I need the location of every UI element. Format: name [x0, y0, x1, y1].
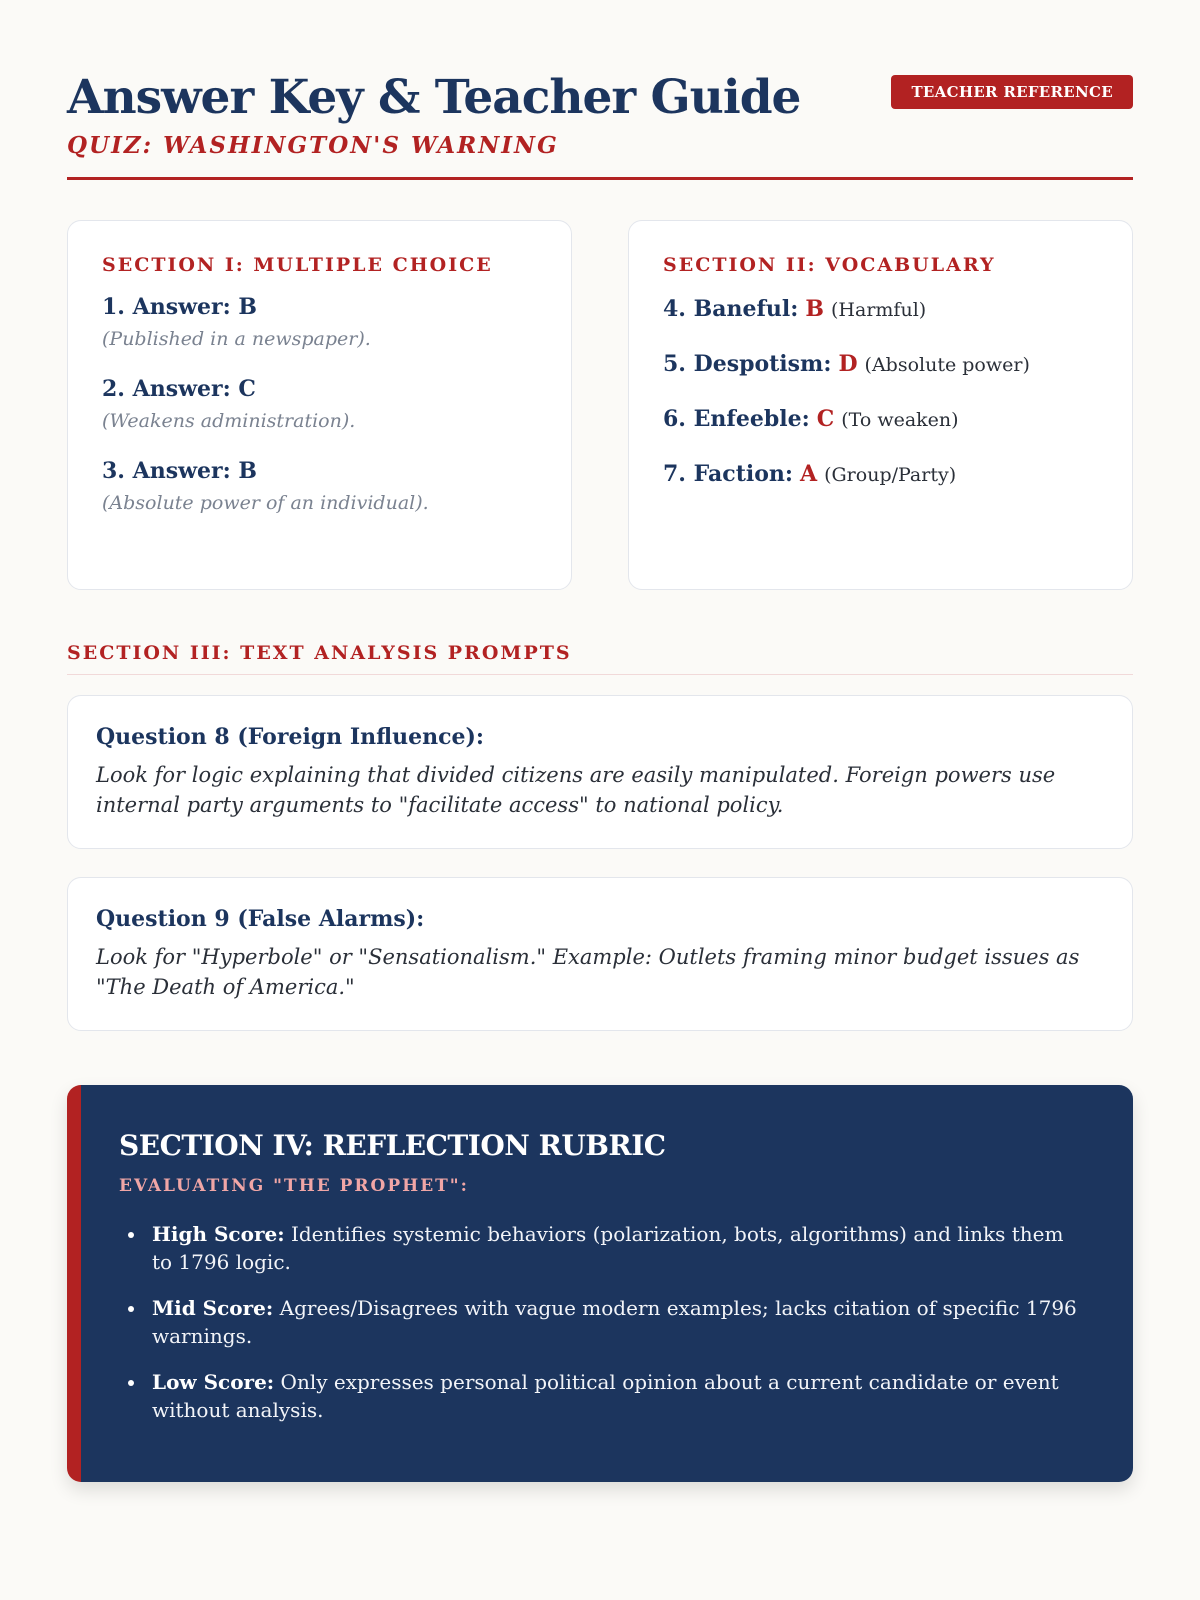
vocab-term: 4. Baneful:	[663, 296, 799, 322]
mc-answer: 3. Answer: B	[102, 458, 257, 484]
section-2-label: SECTION II: VOCABULARY	[663, 254, 996, 276]
list-item	[102, 458, 537, 514]
mc-note: (Published in a newspaper).	[102, 328, 371, 350]
prompt-body: Look for "Hyperbole" or "Sensationalism." Example: Outlets framing minor budget issues as "The Death of America."	[96, 945, 1080, 999]
vocabulary-card	[628, 220, 1133, 590]
vocabulary-list	[663, 294, 1098, 490]
vocab-definition: (Group/Party)	[824, 464, 957, 486]
list-item	[663, 349, 1098, 380]
bullet-icon	[128, 1232, 134, 1238]
page-header	[67, 0, 1133, 180]
vocab-term: 5. Despotism:	[663, 351, 832, 377]
section-3-header	[67, 642, 1133, 675]
prompt-body: Look for logic explaining that divided citizens are easily manipulated. Foreign powers use internal party arguments to "facilitate access" to national policy.	[96, 763, 1056, 817]
bullet-icon	[128, 1306, 134, 1312]
rubric-level: Mid Score:	[152, 1296, 274, 1320]
list-item	[102, 294, 537, 350]
list-item	[663, 459, 1098, 490]
vocab-term: 6. Enfeeble:	[663, 406, 810, 432]
section-1-label: SECTION I: MULTIPLE CHOICE	[102, 254, 493, 276]
bullet-icon	[128, 1380, 134, 1386]
multiple-choice-list	[102, 294, 537, 514]
page-title: Answer Key & Teacher Guide	[67, 70, 801, 125]
teacher-reference-badge: TEACHER REFERENCE	[891, 75, 1133, 109]
multiple-choice-card	[67, 220, 572, 590]
vocab-answer-letter: B	[805, 296, 825, 322]
list-item	[119, 1294, 1081, 1350]
rubric-level: High Score:	[152, 1222, 285, 1246]
list-item	[663, 294, 1098, 325]
vocab-term: 7. Faction:	[663, 461, 794, 487]
vocab-answer-letter: A	[800, 461, 818, 487]
header-divider	[67, 177, 1133, 180]
mc-answer: 1. Answer: B	[102, 294, 257, 320]
list-item	[119, 1220, 1081, 1276]
vocab-answer-letter: C	[816, 406, 835, 432]
reflection-rubric-panel	[67, 1085, 1133, 1482]
prompt-title: Question 9 (False Alarms):	[96, 906, 425, 932]
prompt-card-question-9	[67, 877, 1133, 1031]
rubric-subtitle: EVALUATING "THE PROPHET":	[119, 1176, 469, 1196]
section-3-label: SECTION III: TEXT ANALYSIS PROMPTS	[67, 642, 572, 664]
section-3-divider	[67, 674, 1133, 675]
vocab-definition: (Absolute power)	[864, 354, 1030, 376]
answer-cards-row	[67, 220, 1133, 590]
page-subtitle: QUIZ: WASHINGTON'S WARNING	[67, 132, 559, 159]
rubric-text: Only expresses personal political opinion about a current candidate or event without analysis.	[152, 1370, 1059, 1422]
list-item	[663, 404, 1098, 435]
rubric-text: Identifies systemic behaviors (polarization, bots, algorithms) and links them to 1796 logic.	[152, 1222, 1064, 1274]
list-item	[119, 1368, 1081, 1424]
mc-note: (Weakens administration).	[102, 410, 356, 432]
vocab-definition: (To weaken)	[841, 409, 959, 431]
prompt-card-question-8	[67, 695, 1133, 849]
rubric-level: Low Score:	[152, 1370, 275, 1394]
mc-note: (Absolute power of an individual).	[102, 492, 429, 514]
list-item	[102, 376, 537, 432]
vocab-answer-letter: D	[838, 351, 858, 377]
rubric-text: Agrees/Disagrees with vague modern examples; lacks citation of specific 1796 warnings.	[152, 1296, 1077, 1348]
rubric-list	[119, 1220, 1081, 1424]
vocab-definition: (Harmful)	[831, 299, 927, 321]
mc-answer: 2. Answer: C	[102, 376, 256, 402]
rubric-title: SECTION IV: REFLECTION RUBRIC	[119, 1129, 666, 1162]
prompt-title: Question 8 (Foreign Influence):	[96, 724, 485, 750]
